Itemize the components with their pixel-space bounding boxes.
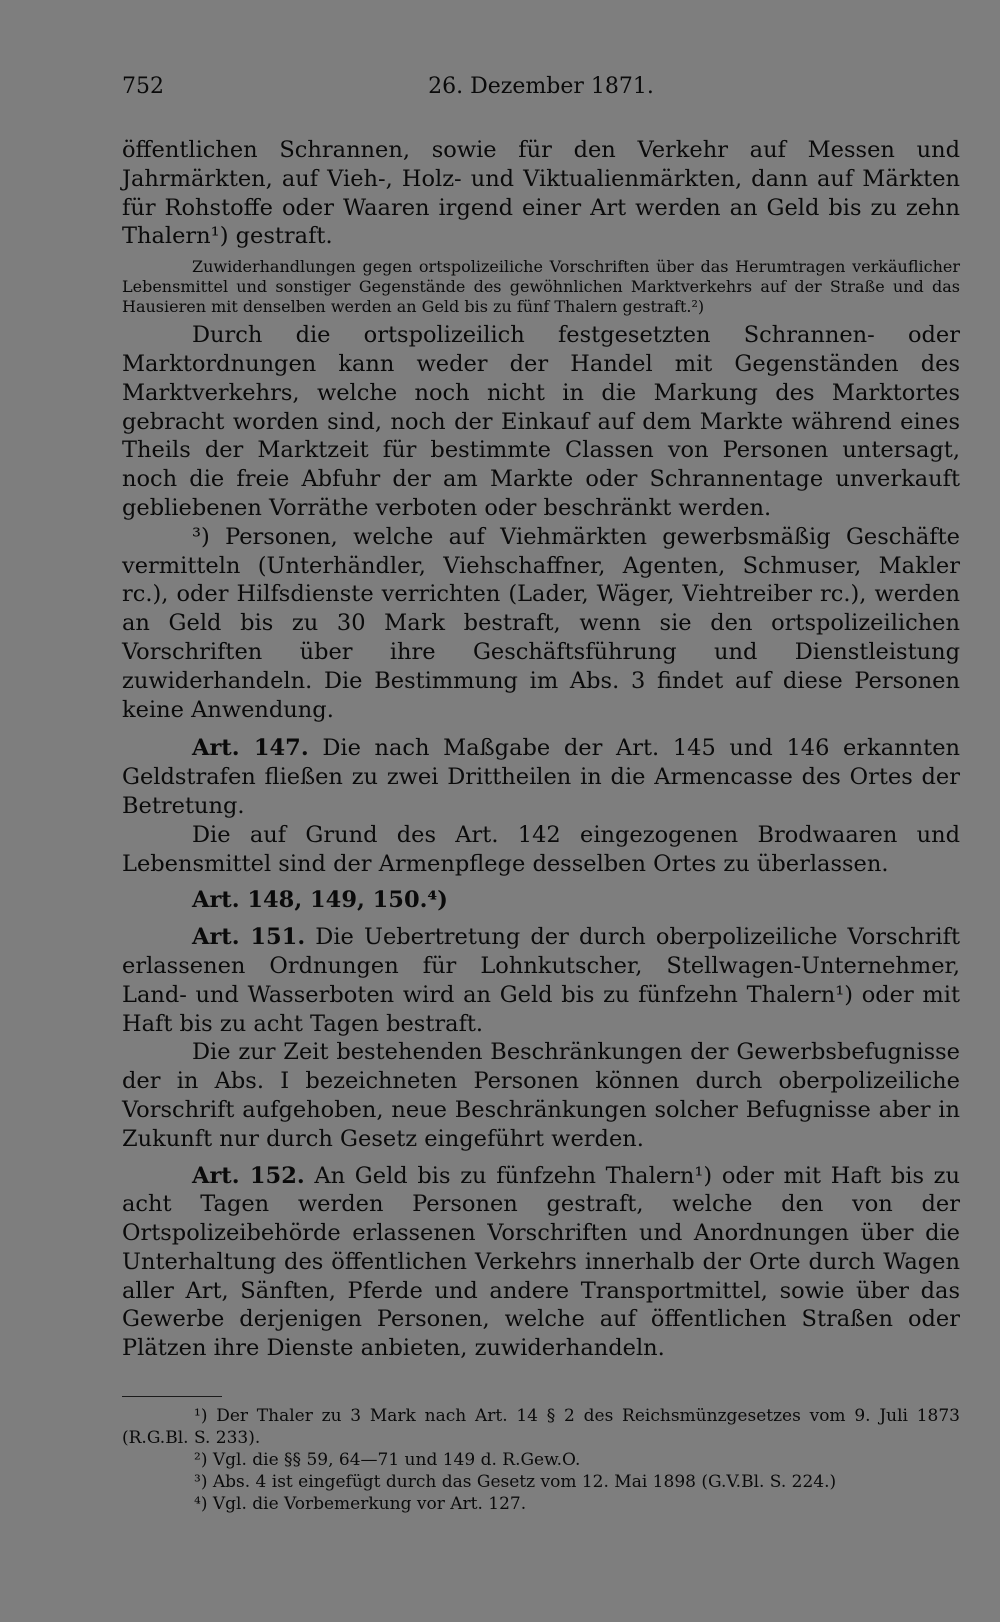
article-152 bbox=[122, 1162, 960, 1364]
footnotes bbox=[122, 1405, 960, 1515]
page-header bbox=[122, 74, 960, 108]
footnote-4: ⁴) Vgl. die Vorbemerkung vor Art. 127. bbox=[194, 1494, 527, 1514]
article-151-label: Art. 151. bbox=[192, 924, 306, 951]
article-151-text: Die Uebertretung der durch oberpolizeiliche Vorschrift erlassenen Ordnungen für Lohnkutscher, Stellwagen-Unternehmer, Land- und Wasserboten wird an Geld bis zu fünfzehn Thalern¹) oder mit Haft bis zu acht Tagen bestraft. bbox=[122, 924, 960, 1037]
paragraph-markets: öffentlichen Schrannen, sowie für den Verkehr auf Messen und Jahrmärkten, auf Vieh-, Holz- und Viktualienmärkten, dann auf Märkten für Rohstoffe oder Waaren irgend einer Art werden an Geld bis zu zehn Thalern¹) gestraft. bbox=[122, 137, 960, 250]
page-number: 752 bbox=[122, 74, 164, 99]
paragraph-hawking: Zuwiderhandlungen gegen ortspolizeiliche Vorschriften über das Herumtragen verkäuflicher Lebensmittel und sonstiger Gegenstände des gewöhnlichen Marktverkehrs auf der Straße und das Hausieren mit denselben werden an Geld bis zu fünf Thalern gestraft.²) bbox=[122, 257, 960, 317]
footnote-3: ³) Abs. 4 ist eingefügt durch das Gesetz vom 12. Mai 1898 (G.V.Bl. S. 224.) bbox=[194, 1472, 837, 1492]
article-152-label: Art. 152. bbox=[192, 1162, 305, 1189]
paragraph-market-orders: Durch die ortspolizeilich festgesetzten Schrannen- oder Marktordnungen kann weder der Handel mit Gegenständen des Marktverkehrs, welche noch nicht in die Markung des Marktortes gebracht worden sind, noch der Einkauf auf dem Markte während eines Theils der Marktzeit für bestimmte Classen von Personen untersagt, noch die freie Abfuhr der am Markte oder Schrannentage unverkauft gebliebenen Vorräthe verboten oder beschränkt werden. bbox=[122, 322, 960, 521]
paragraph-bread-goods: Die auf Grund des Art. 142 eingezogenen Brodwaaren und Lebensmittel sind der Armenpflege desselben Ortes zu überlassen. bbox=[122, 821, 960, 877]
footnote-divider bbox=[122, 1396, 222, 1397]
article-147 bbox=[122, 734, 960, 820]
body-text bbox=[122, 136, 960, 1363]
paragraph-cattle-markets: ³) Personen, welche auf Viehmärkten gewerbsmäßig Geschäfte vermitteln (Unterhändler, Viehschaffner, Agenten, Schmuser, Makler rc.), oder Hilfsdienste verrichten (Lader, Wäger, Viehtreiber rc.), werden an Geld bis zu 30 Mark bestraft, wenn sie den ortspolizeilichen Vorschriften über ihre Geschäftsführung und Dienstleistung zuwiderhandeln. Die Bestimmung im Abs. 3 findet auf diese Personen keine Anwendung. bbox=[122, 523, 960, 723]
article-147-text: Die nach Maßgabe der Art. 145 und 146 erkannten Geldstrafen fließen zu zwei Drittheilen in die Armencasse des Ortes der Betretung. bbox=[122, 735, 960, 819]
paragraph-restrictions: Die zur Zeit bestehenden Beschränkungen der Gewerbsbefugnisse der in Abs. I bezeichneten Personen können durch oberpolizeiliche Vorschrift aufgehoben, neue Beschränkungen solcher Befugnisse aber in Zukunft nur durch Gesetz eingeführt werden. bbox=[122, 1039, 960, 1152]
header-date: 26. Dezember 1871. bbox=[428, 74, 654, 99]
footnote-1: ¹) Der Thaler zu 3 Mark nach Art. 14 § 2 des Reichsmünzgesetzes vom 9. Juli 1873 (R.G.Bl. S. 233). bbox=[122, 1406, 960, 1448]
article-151 bbox=[122, 923, 960, 1038]
article-152-text: An Geld bis zu fünfzehn Thalern¹) oder mit Haft bis zu acht Tagen werden Personen gestraft, welche den von der Ortspolizeibehörde erlassenen Vorschriften und Anordnungen über die Unterhaltung des öffentlichen Verkehrs innerhalb der Orte durch Wagen aller Art, Sänften, Pferde und andere Transportmittel, sowie über das Gewerbe derjenigen Personen, welche auf öffentlichen Straßen oder Plätzen ihre Dienste anbieten, zuwiderhandeln. bbox=[122, 1162, 961, 1362]
footnote-2: ²) Vgl. die §§ 59, 64—71 und 149 d. R.Gew.O. bbox=[194, 1450, 581, 1470]
article-148-150: Art. 148, 149, 150.⁴) bbox=[192, 887, 448, 914]
article-147-label: Art. 147. bbox=[192, 735, 309, 762]
